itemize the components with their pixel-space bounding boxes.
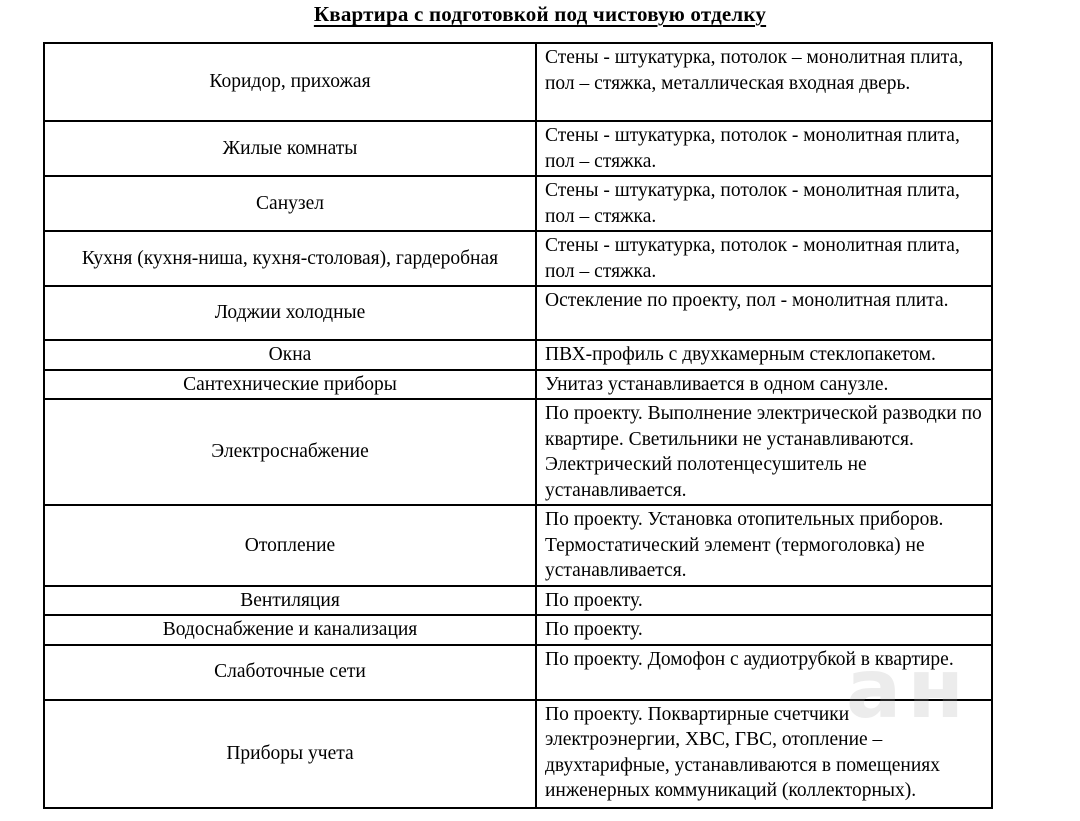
table-row <box>44 505 992 586</box>
table-row <box>44 615 992 645</box>
watermark: ан <box>846 642 970 737</box>
room-cell: Водоснабжение и канализация <box>44 615 536 645</box>
room-cell: Вентиляция <box>44 586 536 616</box>
description-cell: Стены - штукатурка, потолок - монолитная плита, пол – стяжка. <box>536 231 992 286</box>
table-row <box>44 370 992 400</box>
table-row <box>44 645 992 700</box>
description-cell: По проекту. Выполнение электрической разводки по квартире. Светильники не устанавливаются. Электрический полотенцесушитель не устанавливается. <box>536 399 992 505</box>
description-cell: По проекту. Установка отопительных приборов. Термостатический элемент (термоголовка) не устанавливается. <box>536 505 992 586</box>
description-cell: По проекту. <box>536 586 992 616</box>
description-cell: Стены - штукатурка, потолок - монолитная плита, пол – стяжка. <box>536 176 992 231</box>
spec-table-body <box>44 43 992 808</box>
room-cell: Лоджии холодные <box>44 286 536 340</box>
room-cell: Сантехнические приборы <box>44 370 536 400</box>
table-row <box>44 231 992 286</box>
room-cell: Жилые комнаты <box>44 121 536 176</box>
description-cell: По проекту. <box>536 615 992 645</box>
table-row <box>44 399 992 505</box>
room-cell: Окна <box>44 340 536 370</box>
description-cell: По проекту. Поквартирные счетчики электроэнергии, ХВС, ГВС, отопление – двухтарифные, устанавливаются в помещениях инженерных коммуникаций (коллекторных). <box>536 700 992 808</box>
description-cell: ПВХ-профиль с двухкамерным стеклопакетом. <box>536 340 992 370</box>
table-row <box>44 43 992 121</box>
table-row <box>44 286 992 340</box>
room-cell: Приборы учета <box>44 700 536 808</box>
table-row <box>44 340 992 370</box>
description-cell: Остекление по проекту, пол - монолитная плита. <box>536 286 992 340</box>
room-cell: Отопление <box>44 505 536 586</box>
page-title: Квартира с подготовкой под чистовую отделку <box>313 2 767 26</box>
room-cell: Кухня (кухня-ниша, кухня-столовая), гардеробная <box>44 231 536 286</box>
table-row <box>44 176 992 231</box>
room-cell: Электроснабжение <box>44 399 536 505</box>
table-row <box>44 700 992 808</box>
description-cell: По проекту. Домофон с аудиотрубкой в квартире. <box>536 645 992 700</box>
table-row <box>44 121 992 176</box>
room-cell: Слаботочные сети <box>44 645 536 700</box>
description-cell: Унитаз устанавливается в одном санузле. <box>536 370 992 400</box>
description-cell: Стены - штукатурка, потолок – монолитная плита, пол – стяжка, металлическая входная дверь. <box>536 43 992 121</box>
table-row <box>44 586 992 616</box>
room-cell: Санузел <box>44 176 536 231</box>
description-cell: Стены - штукатурка, потолок - монолитная плита, пол – стяжка. <box>536 121 992 176</box>
room-cell: Коридор, прихожая <box>44 43 536 121</box>
spec-table <box>43 42 993 809</box>
